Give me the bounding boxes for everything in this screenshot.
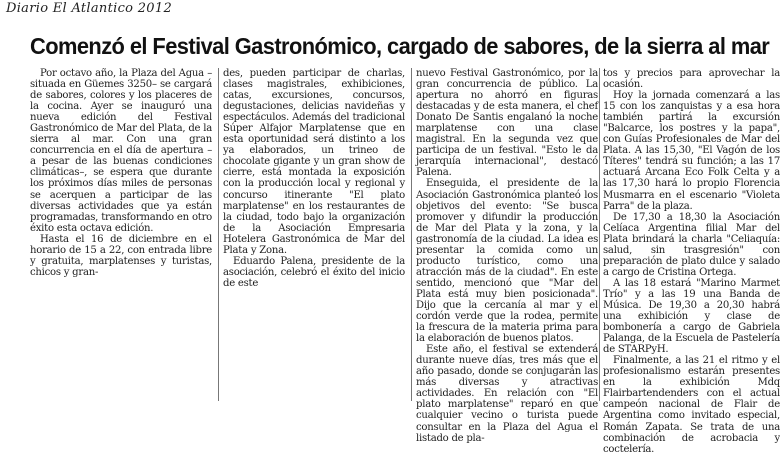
article-column-3	[416, 68, 598, 444]
column-divider	[411, 68, 412, 401]
article-body	[30, 68, 780, 455]
article-paragraph: des, pueden participar de charlas, clases magistrales, exhibiciones, catas, excursiones, concursos, degustaciones, delicias navideñas y espectáculos. Además del tradicional Súper Alfajor Marplatense que en esta oportunidad será distinto a los ya elaborados, un trineo de chocolate gigante y un gran show de cierre, está montada la exposición con la producción local y regional y concurso itinerante "El plato marplatense" en los restaurantes de la ciudad, todo bajo la organización de la Asociación Empresaria Hotelera Gastronómica de Mar del Plata y Zona.	[223, 68, 405, 256]
article-paragraph: Hasta el 16 de diciembre en el horario de 15 a 22, con entrada libre y gratuita, marplatenses y turistas, chicos y gran-	[30, 233, 212, 278]
article-paragraph: A las 18 estará "Marino Marmet Trío" y a las 19 una Banda de Música. De 19,30 a 20,30 habrá una exhibición y clase de bombonería a cargo de Gabriela Palanga, de la Escuela de Pastelería de STARPyH.	[603, 277, 780, 356]
article-paragraph: Finalmente, a las 21 el ritmo y el profesionalismo estarán presentes en la exhibición Mdq Flairbartendenders con el actual campeón nacional de Flair de Argentina como invitado especial, Román Zapata. Se trata de una combinación de acrobacia y coctelería.	[603, 355, 780, 455]
article-paragraph: Enseguida, el presidente de la Asociación Gastronómica planteó los objetivos del evento: "Se busca promover y difundir la producción de Mar del Plata y la zona, y la gastronomía de la ciudad. La idea es presentar la comida como un producto turístico, como una atracción más de la ciudad". En este sentido, mencionó que "Mar del Plata está muy bien posicionada". Dijo que la cercanía al mar y el cordón verde que la rodea, permite la frescura de la materia prima para la elaboración de buenos platos.	[416, 178, 598, 345]
article-column-4	[603, 68, 780, 455]
article-paragraph: Eduardo Palena, presidente de la asociación, celebró el éxito del inicio de este	[223, 255, 405, 289]
column-divider	[218, 68, 219, 401]
column-divider	[599, 68, 600, 401]
article-paragraph: Este año, el festival se extenderá durante nueve días, tres más que el año pasado, donde se conjugarán las más diversas y atractivas actividades. En relación con "El plato marplatense" reparó en que cualquier vecino o turista puede consultar en la Plaza del Agua el listado de pla-	[416, 344, 598, 444]
article-paragraph: De 17,30 a 18,30 la Asociación Celíaca Argentina filial Mar del Plata brindará la charla "Celiaquía: salud, sin trasgresión" con preparación de plato dulce y salado a cargo de Cristina Ortega.	[603, 211, 780, 278]
headline: Comenzó el Festival Gastronómico, cargado de sabores, de la sierra al mar	[30, 33, 770, 59]
article-paragraph: nuevo Festival Gastronómico, por la gran concurrencia de público. La apertura no ahorró en figuras destacadas y de esta manera, el chef Donato De Santis engalanó la noche marplatense con una clase magistral. En la segunda vez que participa de un festival. "Esto le da jerarquía internacional", destacó Palena.	[416, 68, 598, 179]
article-paragraph: Por octavo año, la Plaza del Agua –situada en Güemes 3250– se cargará de sabores, colores y los placeres de la cocina. Ayer se inauguró una nueva edición del Festival Gastronómico de Mar del Plata, de la sierra al mar. Con una gran concurrencia en el día de apertura –a pesar de las buenas condiciones climáticas–, se espera que durante los próximos días miles de personas se acerquen a participar de las diversas actividades que ya están programadas, transformando en otro éxito esta octava edición.	[30, 68, 212, 234]
masthead: Diario El Atlantico 2012	[6, 1, 173, 16]
article-paragraph: tos y precios para aprovechar la ocasión.	[603, 68, 780, 91]
article-column-2	[223, 68, 405, 401]
article-column-1	[30, 68, 212, 401]
article-paragraph: Hoy la jornada comenzará a las 15 con los zanquistas y a esa hora también partirá la excursión "Balcarce, los postres y la papa", con Guías Profesionales de Mar del Plata. A las 15,30, "El Vagón de los Títeres" tendrá su función; a las 17 actuará Arcana Eco Folk Celta y a las 17,30 hará lo propio Florencia Musmarra en el escenario "Violeta Parra" de la plaza.	[603, 90, 780, 212]
